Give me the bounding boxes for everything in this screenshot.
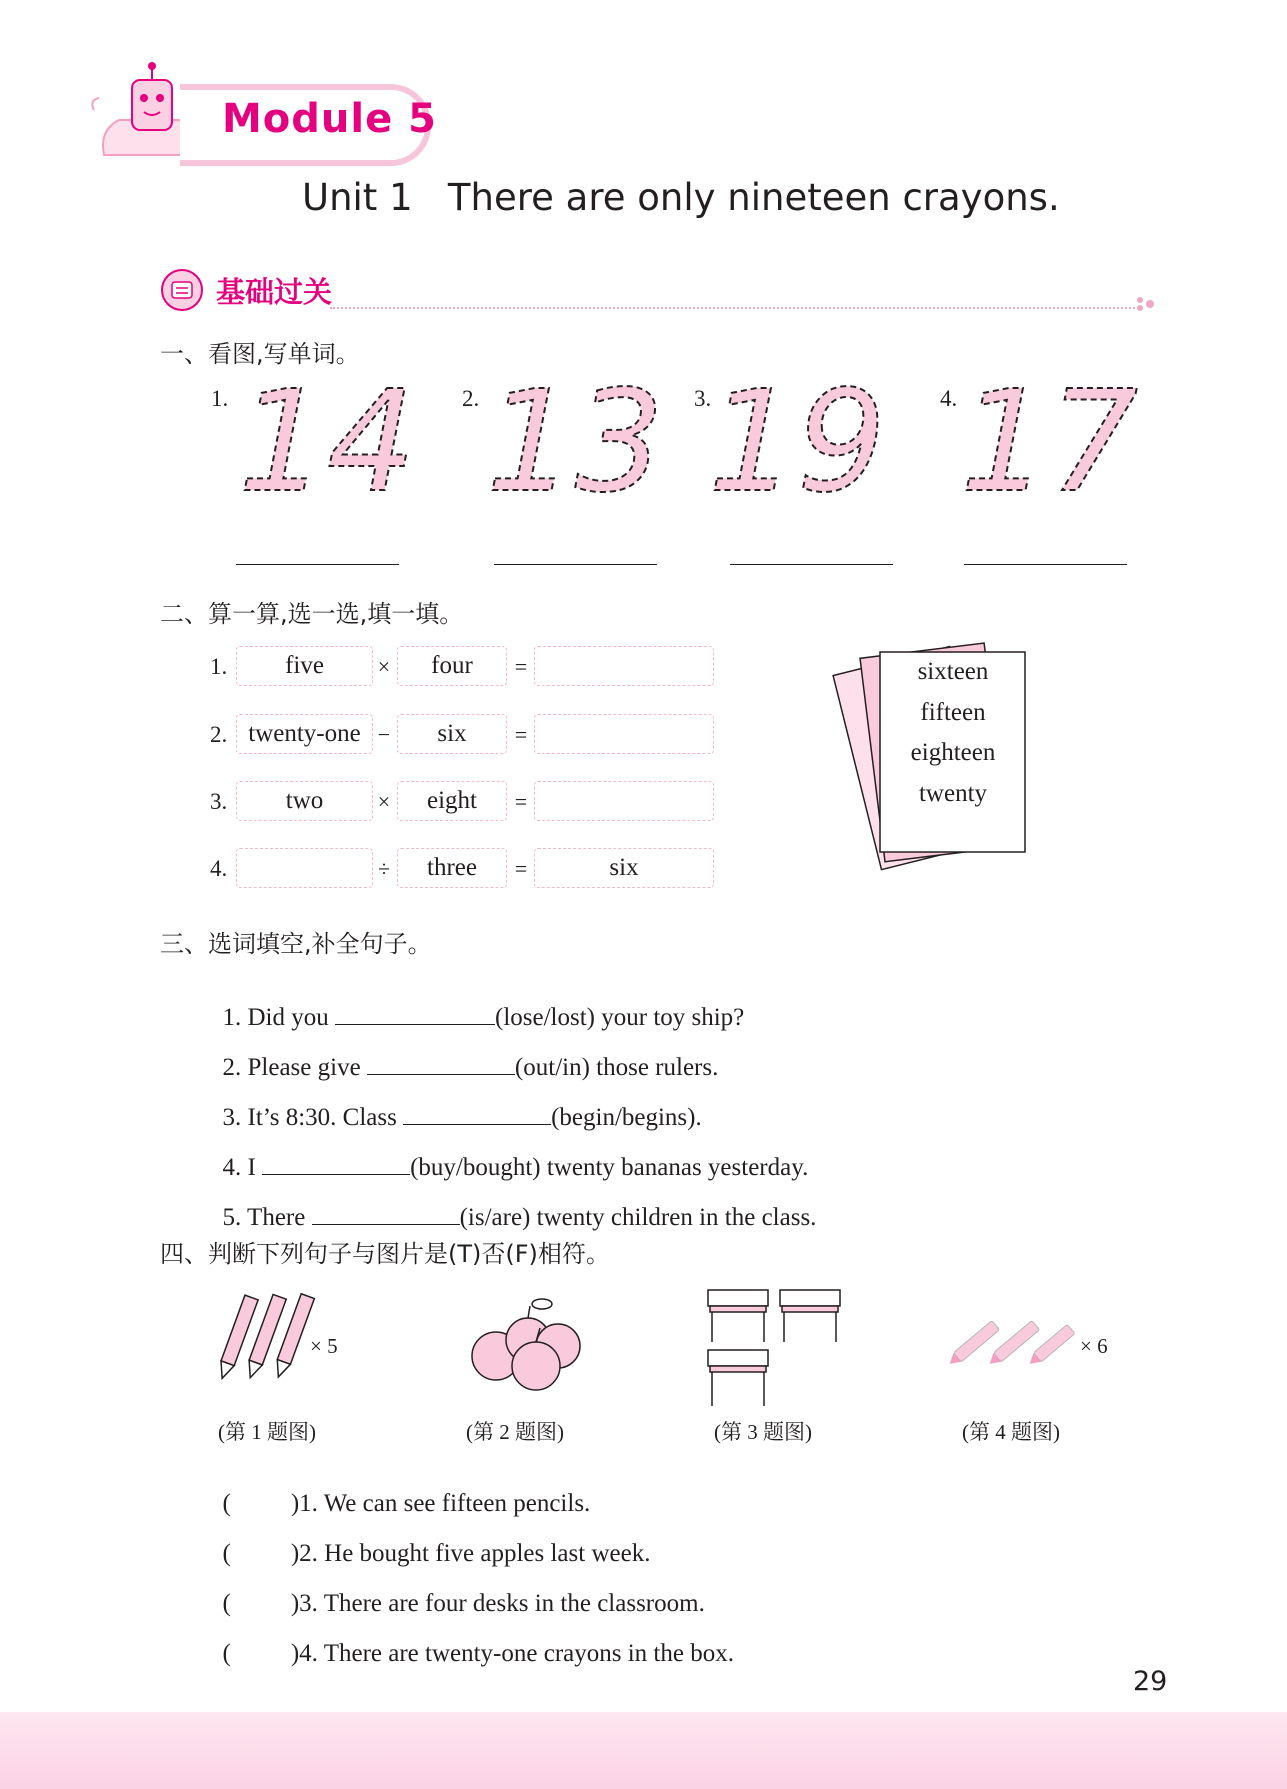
q1-item-label: 3. [694,386,712,411]
q2-row-label: 1. [210,654,228,679]
word-bank-list [880,652,1026,814]
q2-result-box[interactable] [534,714,714,754]
divider-dots-icon [1134,295,1158,313]
q1-answer-line[interactable] [494,564,657,565]
answer-paren-close: ) [290,1590,300,1617]
outlined-number-14 [237,361,417,524]
word-bank-item: twenty [918,779,988,807]
picture-caption: (第 4 题图) [962,1420,1060,1444]
q2-result-box[interactable] [534,781,714,821]
q2-operand-b: six [397,714,507,754]
q2-result-value: six [534,848,714,888]
q2-heading: 二、算一算,选一选,填一填。 [160,600,464,628]
q1-answer-line[interactable] [964,564,1127,565]
q1-answer-line[interactable] [236,564,399,565]
statement-text: 2. He bought five apples last week. [299,1540,651,1567]
answer-paren-close: ) [290,1640,300,1667]
q2-row-label: 4. [210,856,228,881]
sentence-prefix: 4. I [222,1154,263,1181]
q4-heading: 四、判断下列句子与图片是(T)否(F)相符。 [160,1240,610,1268]
module-title: Module 5 [222,96,437,142]
outlined-number-17 [959,361,1139,524]
word-bank-item: sixteen [917,658,989,685]
answer-paren-open[interactable]: ( [222,1490,231,1517]
sentence-suffix: (buy/bought) twenty bananas yesterday. [410,1154,809,1181]
picture-multiplier: × 5 [310,1334,338,1358]
q3-sentence [210,1174,816,1232]
q2-result-box[interactable] [534,646,714,686]
page-number: 29 [1133,1666,1168,1697]
statement-text: 4. There are twenty-one crayons in the box. [299,1640,734,1667]
svg-text:13: 13 [485,361,665,524]
q2-operand-a: five [236,646,373,686]
q2-operator: − [377,722,391,747]
q2-operand-a: two [236,781,373,821]
q2-equals: = [514,856,528,881]
q2-operand-b: four [397,646,507,686]
answer-paren-close: ) [290,1540,300,1567]
footer-band [0,1712,1287,1789]
q1-item-label: 4. [940,386,958,411]
svg-text:17: 17 [959,361,1139,524]
fill-blank[interactable] [335,1002,495,1025]
svg-text:19: 19 [707,361,887,524]
fill-blank[interactable] [262,1152,410,1175]
sentence-prefix: 3. It’s 8:30. Class [222,1104,404,1131]
statement-text: 3. There are four desks in the classroom. [299,1590,705,1617]
q2-operand-a-box[interactable] [236,848,373,888]
pencils-icon [210,1288,320,1388]
tf-statement [210,1512,650,1568]
sentence-prefix: 2. Please give [222,1054,367,1081]
q3-heading: 三、选词填空,补全句子。 [160,930,432,958]
section-divider [330,307,1135,309]
sentence-prefix: 5. There [222,1204,312,1231]
outlined-number-13 [485,361,665,524]
fill-blank[interactable] [312,1202,460,1225]
q1-item-label: 1. [211,386,229,411]
outlined-number-19 [707,361,887,524]
sentence-suffix: (begin/begins). [551,1104,702,1131]
word-bank-item: fifteen [920,698,986,726]
crayons-icon [944,1306,1084,1380]
tf-statement [210,1612,734,1668]
q2-equals: = [514,722,528,747]
q2-operator: × [377,654,391,679]
unit-title: Unit 1 There are only nineteen crayons. [302,176,1060,219]
q2-equals: = [514,654,528,679]
section-badge-icon [160,268,204,312]
q2-row-label: 2. [210,722,228,747]
sentence-prefix: 1. Did you [222,1004,335,1031]
answer-paren-open[interactable]: ( [222,1540,231,1567]
tf-statement [210,1462,590,1518]
fill-blank[interactable] [403,1102,551,1125]
desks-icon [708,1290,840,1406]
sentence-suffix: (is/are) twenty children in the class. [459,1204,817,1231]
picture-caption: (第 2 题图) [466,1420,564,1444]
q1-heading: 一、看图,写单词。 [160,340,360,368]
q2-row-label: 3. [210,789,228,814]
answer-paren-close: ) [290,1490,300,1517]
answer-paren-open[interactable]: ( [222,1640,231,1667]
picture-caption: (第 3 题图) [714,1420,812,1444]
q2-operand-a: twenty-one [236,714,373,754]
svg-text:14: 14 [237,361,417,524]
answer-paren-open[interactable]: ( [222,1590,231,1617]
sentence-suffix: (out/in) those rulers. [514,1054,719,1081]
picture-multiplier: × 6 [1080,1334,1108,1358]
apples-icon [472,1299,580,1390]
q1-item-label: 2. [462,386,480,411]
q2-operand-b: eight [397,781,507,821]
section-title: 基础过关 [216,275,333,309]
picture-caption: (第 1 题图) [218,1420,316,1444]
q1-answer-line[interactable] [730,564,893,565]
q2-operator: ÷ [377,856,391,881]
q2-equals: = [514,789,528,814]
fill-blank[interactable] [367,1052,515,1075]
tf-statement [210,1562,705,1618]
statement-text: 1. We can see fifteen pencils. [299,1490,591,1517]
q2-operator: × [377,789,391,814]
word-bank-item: eighteen [910,739,996,766]
q2-operand-b: three [397,848,507,888]
sentence-suffix: (lose/lost) your toy ship? [495,1004,745,1031]
